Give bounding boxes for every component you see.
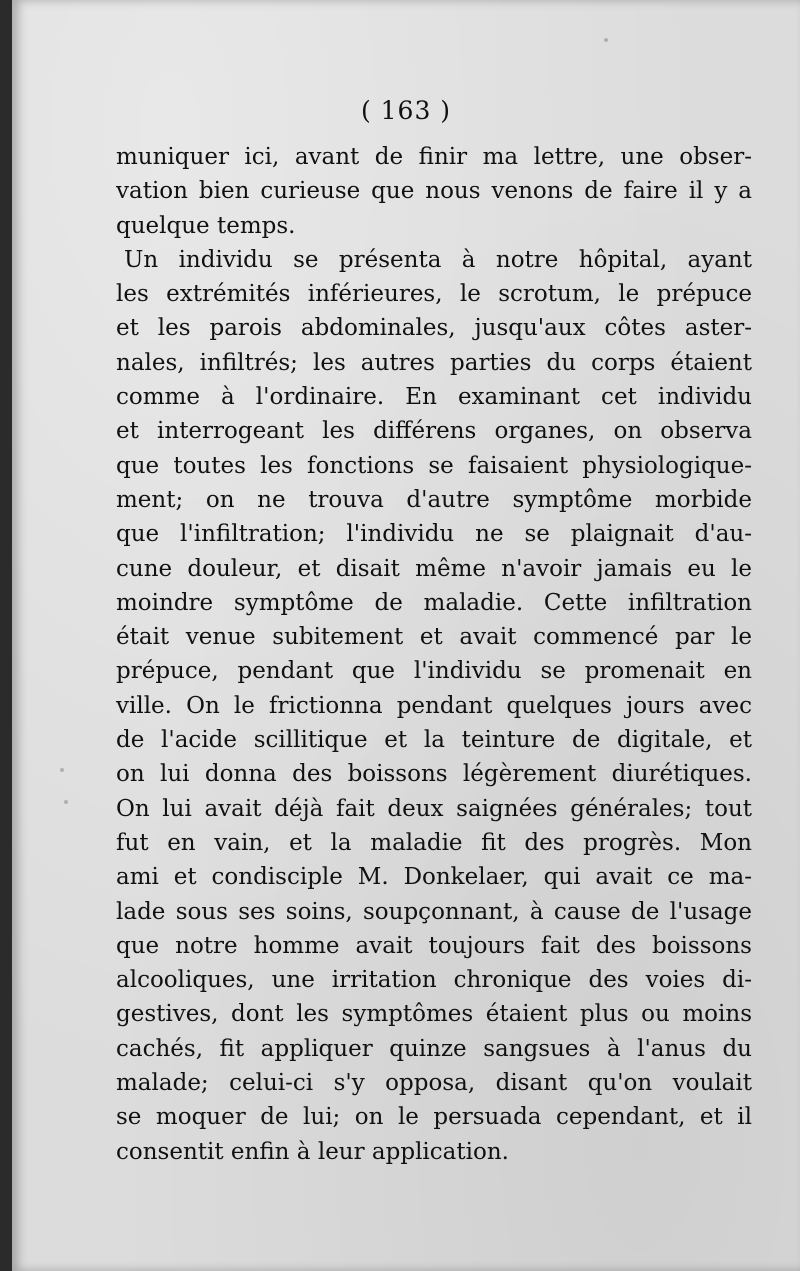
text-line: muniquer ici, avant de finir ma lettre, une obser-	[116, 144, 752, 170]
text-line: alcooliques, une irritation chronique des voies di-	[116, 967, 752, 994]
text-line: malade; celui-ci s'y opposa, disant qu'on voulait	[116, 1070, 752, 1097]
text-line: gestives, dont les symptômes étaient plus ou moins	[116, 1001, 752, 1028]
text-line: ment; on ne trouva d'autre symptôme morbide	[116, 486, 752, 513]
text-line: que toutes les fonctions se faisaient physiologique-	[116, 452, 752, 479]
text-line: consentit enfin à leur application.	[116, 1138, 509, 1165]
page-number: ( 163 )	[360, 96, 452, 125]
text-line: ami et condisciple M. Donkelaer, qui avait ce ma-	[116, 864, 752, 891]
text-line: quelque temps.	[116, 212, 296, 239]
text-line: Un individu se présenta à notre hôpital, ayant	[124, 246, 752, 273]
text-line: nales, infiltrés; les autres parties du corps étaient	[116, 349, 752, 376]
text-line: on lui donna des boissons légèrement diurétiques.	[116, 761, 752, 788]
text-line: cachés, fit appliquer quinze sangsues à l'anus du	[116, 1035, 752, 1062]
text-line: fut en vain, et la maladie fit des progrès. Mon	[116, 829, 752, 856]
text-line: On lui avait déjà fait deux saignées générales; tout	[116, 795, 752, 822]
text-line: était venue subitement et avait commencé par le	[116, 624, 752, 651]
text-line: moindre symptôme de maladie. Cette infiltration	[116, 589, 752, 616]
text-line: se moquer de lui; on le persuada cependant, et il	[116, 1104, 752, 1131]
paper-speck	[64, 800, 68, 804]
text-line: ville. On le frictionna pendant quelques jours avec	[116, 692, 752, 719]
text-line: et les parois abdominales, jusqu'aux côtes aster-	[116, 315, 752, 342]
text-line: les extrémités inférieures, le scrotum, le prépuce	[116, 281, 752, 308]
body-text	[116, 140, 752, 1169]
text-line: et interrogeant les différens organes, on observa	[116, 418, 752, 445]
paper-speck	[604, 38, 608, 42]
book-page	[12, 0, 800, 1271]
text-line: cune douleur, et disait même n'avoir jamais eu le	[116, 555, 752, 582]
text-line: que notre homme avait toujours fait des boissons	[116, 932, 752, 959]
text-line: de l'acide scillitique et la teinture de digitale, et	[116, 727, 752, 754]
text-line: prépuce, pendant que l'individu se promenait en	[116, 658, 752, 685]
paper-speck	[60, 768, 64, 772]
text-line: comme à l'ordinaire. En examinant cet individu	[116, 384, 752, 411]
text-line: vation bien curieuse que nous venons de faire il y a	[116, 178, 752, 205]
text-line: que l'infiltration; l'individu ne se plaignait d'au-	[116, 521, 752, 548]
text-line: lade sous ses soins, soupçonnant, à cause de l'usage	[116, 898, 752, 925]
